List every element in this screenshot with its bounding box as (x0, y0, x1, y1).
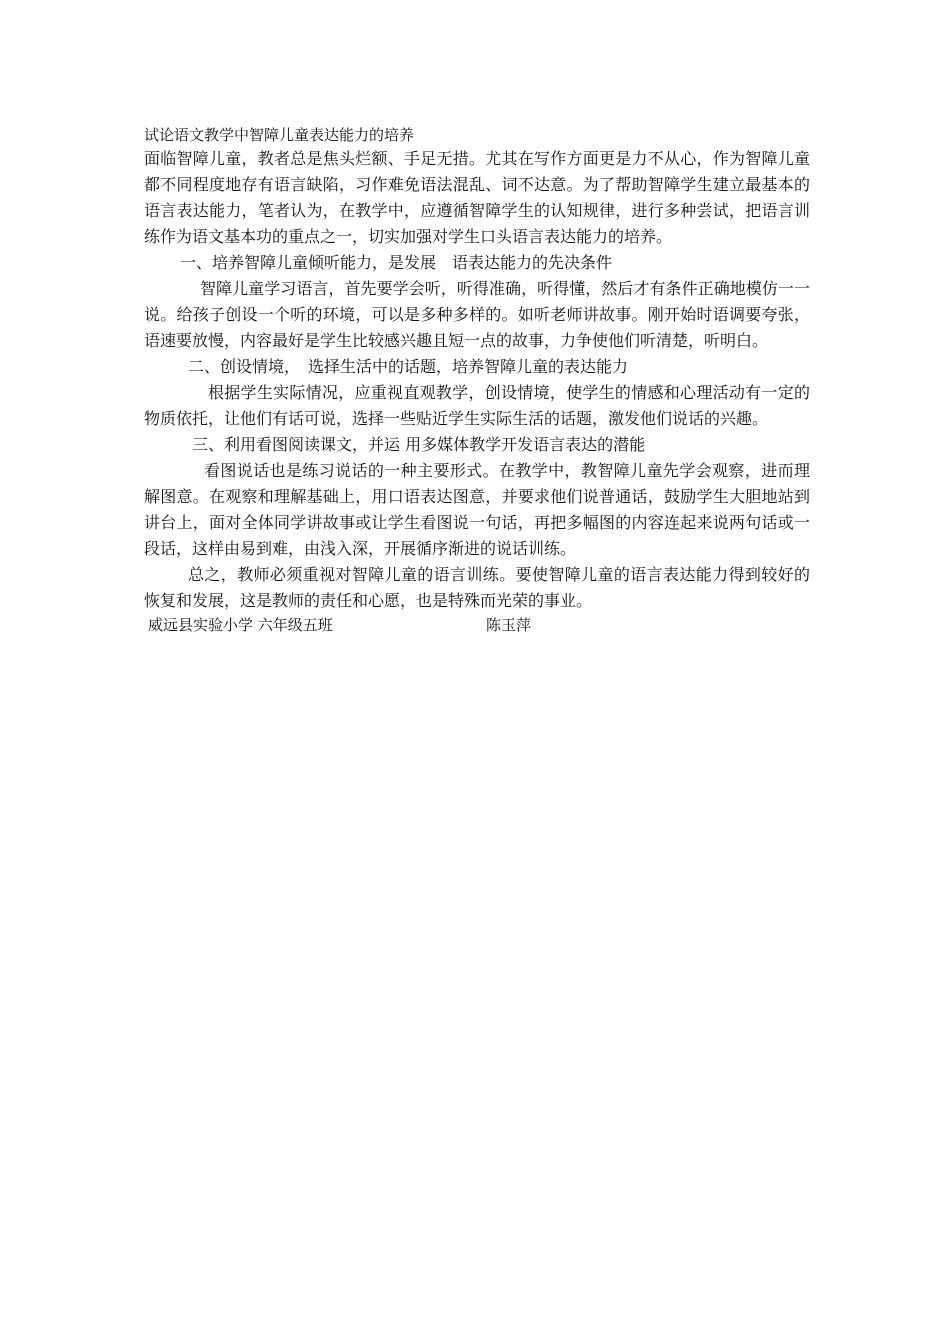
section-3-body: 看图说话也是练习说话的一种主要形式。在教学中，教智障儿童先学会观察，进而理解图意。在观察和理解基础上，用口语表达图意，并要求他们说普通话，鼓励学生大胆地站到讲台上，面对全体同学讲故事或让学生看图说一句话，再把多幅图的内容连起来说两句话或一段话，这样由易到难，由浅入深，开展循序渐进的说话训练。 (144, 461, 810, 558)
signature-school: 威远县实验小学 六年级五班 (148, 616, 333, 634)
signature-line (144, 614, 810, 636)
section-1-heading: 一、培养智障儿童倾听能力，是发展 语表达能力的先决条件 (180, 253, 613, 272)
signature-author: 陈玉萍 (486, 616, 532, 634)
document-title: 试论语文教学中智障儿童表达能力的培养 (144, 126, 415, 144)
section-2-body: 根据学生实际情况，应重视直观教学，创设情境，使学生的情感和心理活动有一定的物质依托，让他们有话可说，选择一些贴近学生实际生活的话题，激发他们说话的兴趣。 (144, 383, 810, 428)
document-page (144, 124, 810, 636)
section-2-heading: 二、创设情境， 选择生活中的话题，培养智障儿童的表达能力 (188, 357, 629, 376)
conclusion-paragraph: 总之，教师必须重视对智障儿童的语言训练。要使智障儿童的语言表达能力得到较好的恢复和发展，这是教师的责任和心愿，也是特殊而光荣的事业。 (144, 565, 810, 610)
section-1-body: 智障儿童学习语言，首先要学会听，听得准确，听得懂，然后才有条件正确地模仿一一说。给孩子创设一个听的环境，可以是多种多样的。如听老师讲故事。刚开始时语调要夸张，语速要放慢，内容最好是学生比较感兴趣且短一点的故事，力争使他们听清楚，听明白。 (144, 279, 810, 350)
intro-paragraph: 面临智障儿童，教者总是焦头烂额、手足无措。尤其在写作方面更是力不从心，作为智障儿童都不同程度地存有语言缺陷，习作难免语法混乱、词不达意。为了帮助智障学生建立最基本的语言表达能力，笔者认为，在教学中，应遵循智障学生的认知规律，进行多种尝试，把语言训练作为语文基本功的重点之一，切实加强对学生口头语言表达能力的培养。 (144, 149, 810, 246)
section-3-heading: 三、利用看图阅读课文，并运 用多媒体教学开发语言表达的潜能 (192, 435, 646, 454)
